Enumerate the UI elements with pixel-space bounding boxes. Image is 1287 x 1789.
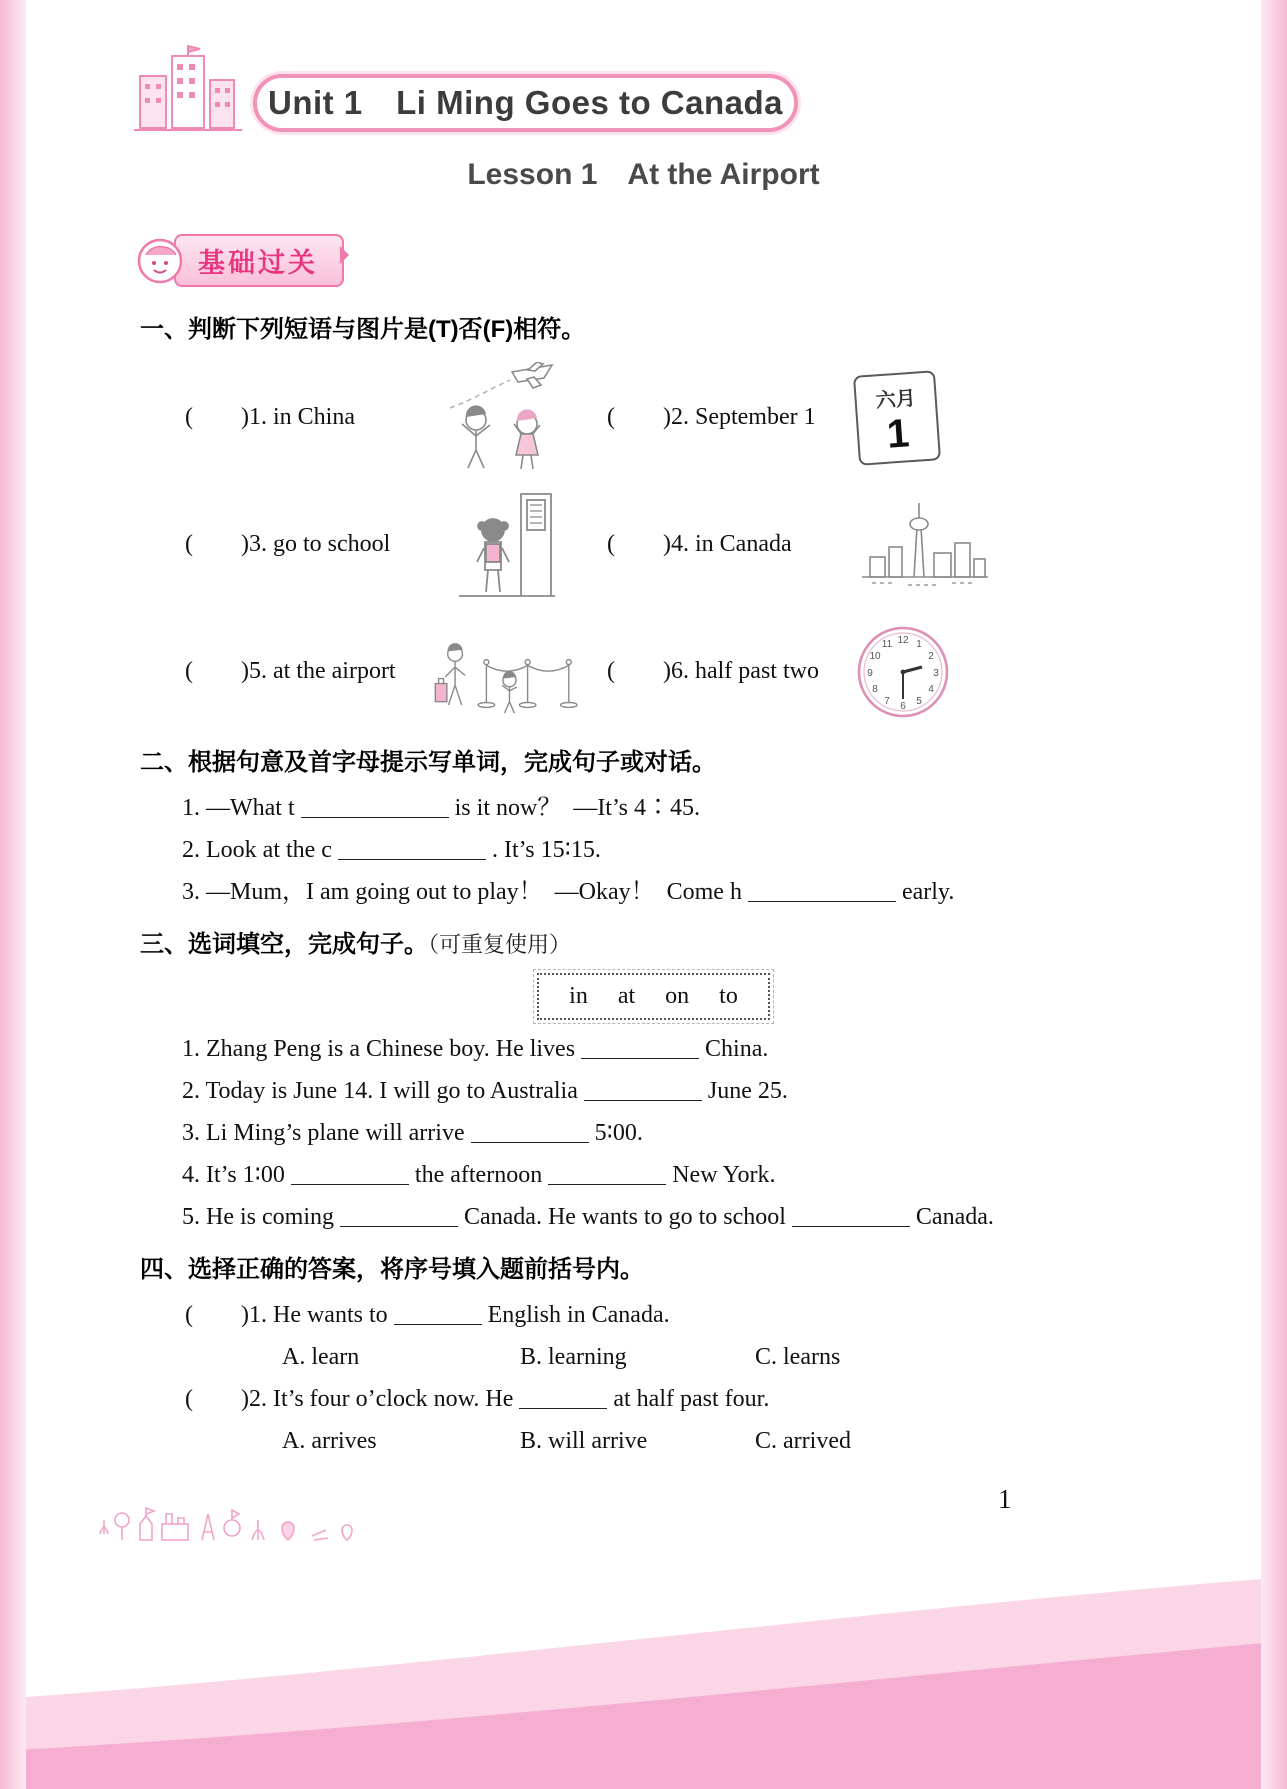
- line-text: . It’s 15∶15.: [491, 837, 601, 863]
- line-text: English in Canada.: [487, 1302, 670, 1328]
- footer-doodles-icon: [92, 1450, 392, 1546]
- line-text: 5. He is coming: [182, 1204, 334, 1230]
- page-content: [140, 312, 1167, 1462]
- line-text: June 25.: [707, 1078, 788, 1104]
- clock-number: 2: [928, 650, 934, 662]
- fill-prep-line: [140, 1070, 1167, 1112]
- line-text: 1. —What t: [182, 795, 295, 821]
- line-text: at half past four.: [613, 1386, 770, 1412]
- tf-item-5: [140, 658, 432, 685]
- section-badge: [136, 234, 344, 287]
- line-text: 2. It’s four o’clock now. He: [248, 1386, 514, 1412]
- answer-paren: ( ): [185, 1302, 249, 1328]
- word-option: in: [569, 983, 588, 1009]
- fill-prep-line: [140, 1028, 1167, 1070]
- clock-number: 4: [928, 683, 934, 695]
- tf-label: 6. half past two: [670, 658, 819, 684]
- fill-word-line: [140, 829, 1167, 871]
- line-text: 3. —Mum，I am going out to play！ —Okay！ Come h: [182, 879, 742, 905]
- calendar-illustration: [852, 373, 1167, 463]
- section-4-heading: 四、选择正确的答案，将序号填入题前括号内。: [140, 1256, 644, 1283]
- line-text: China.: [705, 1036, 769, 1062]
- tf-item-1: [140, 404, 432, 431]
- page-number: 1: [998, 1484, 1012, 1514]
- line-text: Canada.: [915, 1204, 994, 1230]
- choice-options: [140, 1336, 1167, 1378]
- tf-label: 2. September 1: [670, 404, 816, 430]
- clock-number: 9: [867, 667, 873, 679]
- clock-illustration: [852, 625, 1167, 719]
- blank-line: [340, 1212, 458, 1227]
- section-3-heading: [140, 927, 1167, 963]
- tf-paren: ( ): [185, 531, 249, 557]
- fill-prep-line: [140, 1112, 1167, 1154]
- blank-line: [394, 1310, 482, 1325]
- right-pink-strip: [1261, 0, 1287, 1789]
- tf-paren: ( ): [185, 658, 249, 684]
- line-text: 3. Li Ming’s plane will arrive: [182, 1120, 465, 1146]
- airport-illustration: [432, 620, 582, 724]
- word-box: [537, 973, 770, 1020]
- tf-label: 3. go to school: [248, 531, 391, 557]
- line-text: early.: [901, 879, 955, 905]
- blank-line: [301, 803, 449, 818]
- option-a: A. learn: [282, 1344, 360, 1370]
- clock-number: 1: [916, 638, 922, 650]
- word-option: to: [719, 983, 738, 1009]
- clock-number: 11: [881, 638, 893, 650]
- tf-item-3: [140, 531, 432, 558]
- tf-paren: ( ): [607, 404, 671, 430]
- clock-number: 10: [869, 650, 881, 662]
- line-text: 4. It’s 1∶00: [182, 1162, 285, 1188]
- tf-row-1: [140, 354, 1167, 481]
- line-text: is it now？ —It’s 4∶45.: [454, 795, 700, 821]
- clock-number: 3: [933, 667, 939, 679]
- option-a: A. arrives: [282, 1428, 377, 1454]
- line-text: the afternoon: [414, 1162, 543, 1188]
- option-c: C. learns: [755, 1344, 841, 1370]
- tf-paren: ( ): [185, 404, 249, 430]
- face-icon: [136, 237, 184, 285]
- badge-label: 基础过关: [174, 234, 344, 287]
- footer-wave-decoration: [0, 1559, 1287, 1789]
- tf-paren: ( ): [607, 658, 671, 684]
- line-text: Canada. He wants to go to school: [463, 1204, 786, 1230]
- buildings-icon: [132, 42, 244, 136]
- line-text: New York.: [672, 1162, 776, 1188]
- blank-line: [519, 1394, 607, 1409]
- section-1-heading: 一、判断下列短语与图片是(T)否(F)相符。: [140, 316, 586, 343]
- blank-line: [584, 1086, 702, 1101]
- word-option: at: [617, 983, 636, 1009]
- option-b: B. will arrive: [520, 1428, 648, 1454]
- tf-label: 5. at the airport: [248, 658, 396, 684]
- tf-item-2: [582, 404, 852, 431]
- canada-skyline-illustration: [852, 499, 1167, 591]
- clock-number: 6: [900, 700, 906, 712]
- blank-line: [291, 1170, 409, 1185]
- lesson-title: Lesson 1 At the Airport: [467, 158, 820, 191]
- clock-number: 8: [872, 683, 878, 695]
- tf-label: 4. in Canada: [670, 531, 792, 557]
- tf-item-4: [582, 531, 852, 558]
- blank-line: [548, 1170, 666, 1185]
- line-text: 2. Today is June 14. I will go to Australia: [182, 1078, 578, 1104]
- blank-line: [748, 887, 896, 902]
- clock-number: 12: [897, 634, 909, 646]
- choice-question: [140, 1378, 1167, 1420]
- unit-title-banner: [253, 74, 798, 132]
- tf-row-2: [140, 481, 1167, 608]
- blank-line: [338, 845, 486, 860]
- fill-prep-line: [140, 1196, 1167, 1238]
- clock-number: 5: [916, 695, 922, 707]
- choice-question: [140, 1294, 1167, 1336]
- word-option: on: [665, 983, 690, 1009]
- option-c: C. arrived: [755, 1428, 851, 1454]
- fill-word-line: [140, 787, 1167, 829]
- tf-item-6: [582, 658, 852, 685]
- blank-line: [792, 1212, 910, 1227]
- section-3-heading-text: 三、选词填空，完成句子。: [140, 931, 428, 958]
- clock-number: 7: [884, 695, 890, 707]
- line-text: 5∶00.: [594, 1120, 643, 1146]
- option-b: B. learning: [520, 1344, 627, 1370]
- go-to-school-illustration: [432, 486, 582, 604]
- line-text: 2. Look at the c: [182, 837, 332, 863]
- section-2-heading: 二、根据句意及首字母提示写单词，完成句子或对话。: [140, 749, 716, 776]
- blank-line: [471, 1128, 589, 1143]
- tf-label: 1. in China: [248, 404, 355, 430]
- unit-title: Unit 1 Li Ming Goes to Canada: [267, 84, 784, 121]
- left-pink-strip: [0, 0, 26, 1789]
- fill-prep-line: [140, 1154, 1167, 1196]
- tf-row-3: [140, 608, 1167, 735]
- calendar-month: 六月: [875, 387, 917, 412]
- china-kids-plane-illustration: [432, 362, 582, 474]
- line-text: 1. Zhang Peng is a Chinese boy. He lives: [182, 1036, 576, 1062]
- section-3-heading-note: （可重复使用）: [428, 932, 572, 957]
- blank-line: [581, 1044, 699, 1059]
- fill-word-line: [140, 871, 1167, 913]
- calendar-day: 1: [885, 410, 911, 457]
- tf-paren: ( ): [607, 531, 671, 557]
- answer-paren: ( ): [185, 1386, 249, 1412]
- line-text: 1. He wants to: [248, 1302, 388, 1328]
